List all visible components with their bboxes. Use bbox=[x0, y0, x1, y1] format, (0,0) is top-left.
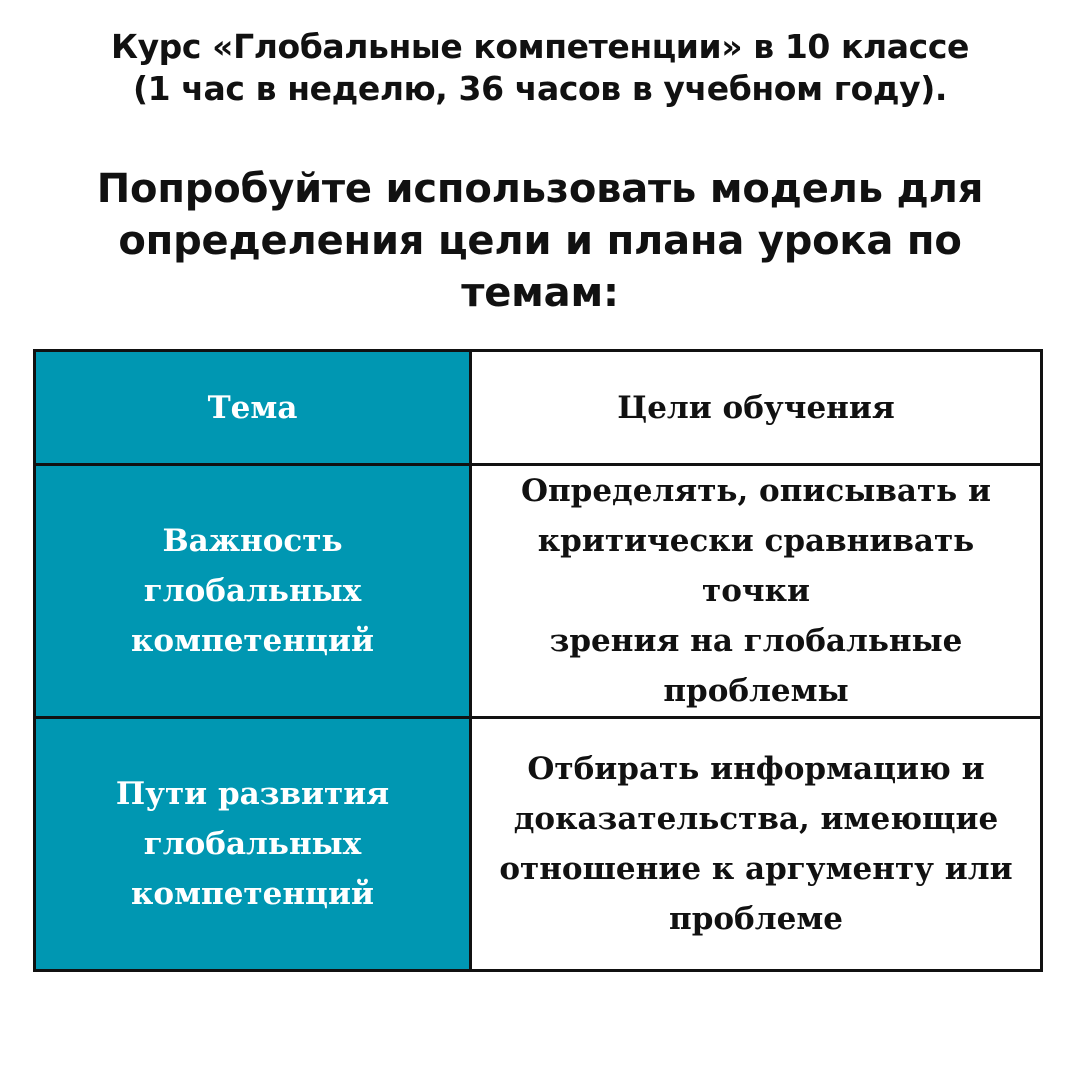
heading-line: определения цели и плана урока по bbox=[118, 218, 962, 264]
table-row bbox=[35, 718, 1042, 971]
goals-line: доказательства, имеющие bbox=[513, 801, 999, 837]
header-cell-goals bbox=[471, 351, 1042, 465]
goals-line: проблемы bbox=[663, 673, 849, 709]
header-goals-label: Цели обучения bbox=[617, 389, 895, 426]
heading-line: Попробуйте использовать модель для bbox=[96, 166, 984, 212]
page-heading bbox=[0, 163, 1080, 319]
heading-line: темам: bbox=[461, 270, 619, 316]
goals-cell bbox=[471, 718, 1042, 971]
course-subtitle bbox=[0, 26, 1080, 110]
goals-cell bbox=[471, 465, 1042, 718]
topic-line: глобальных bbox=[143, 573, 362, 609]
goals-line: Отбирать информацию и bbox=[527, 751, 985, 787]
goals-line: зрения на глобальные bbox=[549, 623, 963, 659]
topics-goals-table bbox=[33, 349, 1043, 972]
goals-line: Определять, описывать и bbox=[520, 473, 992, 509]
header-cell-topic bbox=[35, 351, 471, 465]
topic-line: глобальных bbox=[143, 826, 362, 862]
topic-cell bbox=[35, 718, 471, 971]
subtitle-line: Курс «Глобальные компетенции» в 10 классе bbox=[111, 27, 969, 66]
topic-line: компетенций bbox=[131, 623, 374, 659]
table-header-row bbox=[35, 351, 1042, 465]
goals-line: проблеме bbox=[669, 901, 843, 937]
topic-line: Важность bbox=[162, 523, 343, 559]
goals-line: критически сравнивать точки bbox=[537, 523, 975, 609]
topic-cell bbox=[35, 465, 471, 718]
subtitle-line: (1 час в неделю, 36 часов в учебном году). bbox=[132, 69, 948, 108]
topic-line: компетенций bbox=[131, 876, 374, 912]
topic-line: Пути развития bbox=[115, 776, 390, 812]
header-topic-label: Тема bbox=[207, 389, 298, 426]
goals-line: отношение к аргументу или bbox=[499, 851, 1013, 887]
table-row bbox=[35, 465, 1042, 718]
